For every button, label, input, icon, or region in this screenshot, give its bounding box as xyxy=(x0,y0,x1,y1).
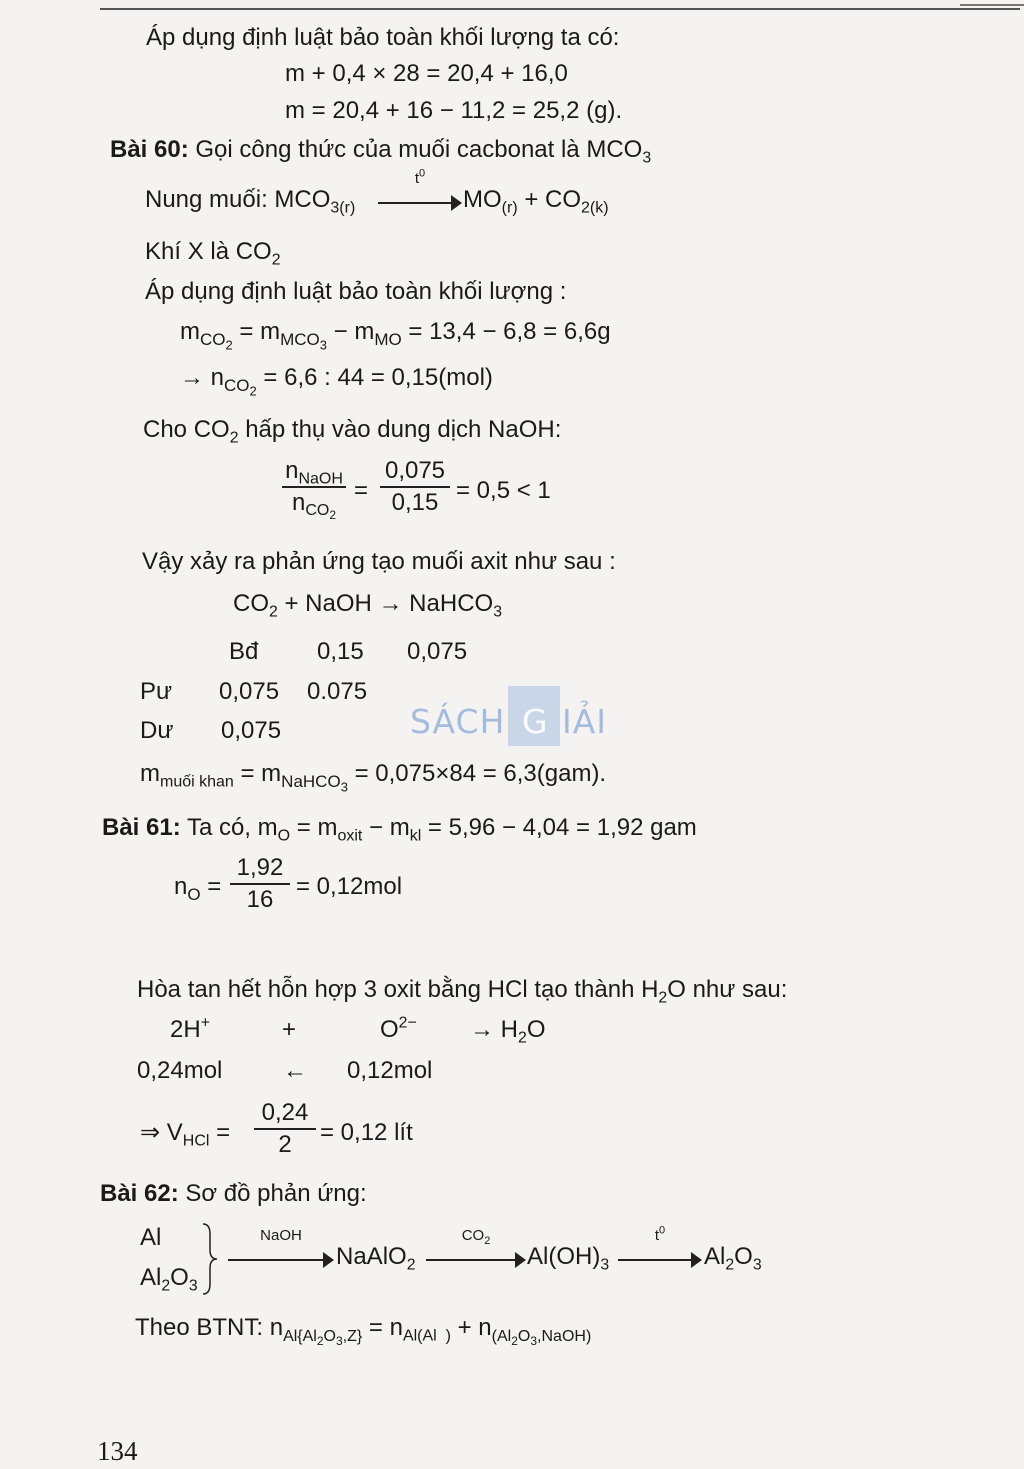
apply-law-line: Áp dụng định luật bảo toàn khối lượng : xyxy=(145,278,567,305)
ion-product: → $H_2O$ xyxy=(470,1016,546,1047)
top-rule-corner xyxy=(960,4,1024,6)
reactant-al: Al xyxy=(140,1224,162,1251)
n-oxygen-fraction: 1,92 16 xyxy=(230,855,290,913)
reaction-co2-naoh: $CO_2$ + NaOH → NaHCO$_3$ xyxy=(233,590,503,621)
page-number: 134 xyxy=(97,1436,138,1466)
ratio-value-fraction: 0,075 0,15 xyxy=(380,458,450,516)
heat-arrow: $t^0$ xyxy=(378,188,462,212)
btnt-equation: Theo BTNT: $n_{Al\{Al_2O_3,Z\}} = n_{Al(Al )} + n_{(Al_2O_3,NaOH)}$ xyxy=(135,1314,592,1348)
v-hcl-fraction: 0,24 2 xyxy=(254,1100,316,1158)
n-oxygen-label: $n_O$ = xyxy=(174,873,222,904)
n-oxygen-result: = 0,12mol xyxy=(296,873,403,900)
mol-co2-equation: → $n_{CO_2} = 6,6$ : 44 = 0,15(mol) xyxy=(180,364,493,399)
row-excess-v1: 0,075 xyxy=(221,717,282,744)
reactant-al2o3: $Al_2O_3$ xyxy=(140,1264,198,1295)
co2-arrow: $CO_2$ xyxy=(426,1245,526,1269)
row-react-label: Pư xyxy=(140,678,173,705)
heating-reaction: Nung muối: $MCO_{3(r)}$ xyxy=(145,186,356,217)
mol-o: 0,12mol xyxy=(347,1057,433,1084)
row-excess-label: Dư xyxy=(140,717,174,744)
row-initial-v1: 0,15 xyxy=(317,638,364,665)
exercise-62-heading: Bài 62: Sơ đồ phản ứng: xyxy=(100,1180,367,1207)
dissolve-line: Hòa tan hết hỗn hợp 3 oxit bằng HCl tạo thành $H_2O$ như sau: xyxy=(137,976,788,1007)
equals-sign: = xyxy=(354,477,369,504)
plus-sign: + xyxy=(282,1016,297,1043)
gas-x-line: Khí X là $CO_2$ xyxy=(145,238,281,269)
equation-m-sum: m + 0,4 × 28 = 20,4 + 16,0 xyxy=(285,60,568,87)
heating-products: $MO_{(r)} + CO_{2(k)}$ xyxy=(463,186,609,217)
ratio-result: = 0,5 < 1 xyxy=(456,477,551,504)
product-aloh3: $Al(OH)_3$ xyxy=(527,1243,610,1274)
product-naalo2: NaAlO$_2$ xyxy=(336,1243,416,1274)
exercise-60-label: Bài 60: xyxy=(110,136,189,163)
conclusion-line: Vậy xảy ra phản ứng tạo muối axit như sau : xyxy=(142,548,616,575)
v-hcl-result: = 0,12 lít xyxy=(320,1119,413,1146)
naoh-arrow: NaOH xyxy=(228,1245,334,1269)
text-line-apply-law: Áp dụng định luật bảo toàn khối lượng ta có: xyxy=(146,24,620,51)
ion-o: $O^{2-}$ xyxy=(380,1014,417,1043)
equation-m-result: m = 20,4 + 16 − 11,2 = 25,2 (g). xyxy=(285,97,623,124)
back-arrow: ← xyxy=(283,1057,307,1084)
heat-arrow-2: $t^0$ xyxy=(618,1245,702,1269)
salt-mass-equation: $m_{muối khan} = m_{NaHCO_3} = 0,075\times 84 = 6,3(gam)$. xyxy=(140,760,607,795)
row-initial-label: Bđ xyxy=(229,638,259,665)
mass-co2-equation: $m_{CO_2} = m_{MCO_3} - m_{MO} = 13,4 - 6,8 = 6,6g$ xyxy=(180,318,611,353)
row-react-v2: 0.075 xyxy=(307,678,368,705)
exercise-60-heading: Bài 60: Gọi công thức của muối cacbonat là $MCO_3$ xyxy=(110,136,652,167)
v-hcl-label: ⇒ $V_{HCl}$ = xyxy=(140,1119,231,1150)
exercise-61-heading: Bài 61: Ta có, $m_O = m_{oxit} - m_{kl} = 5,96 - 4,04 = 1,92$ gam xyxy=(102,814,697,845)
brace-icon xyxy=(200,1222,220,1296)
heating-label: Nung muối: MCO xyxy=(145,186,331,213)
exercise-60-text: Gọi công thức của muối cacbonat là MCO xyxy=(195,136,643,163)
top-rule xyxy=(100,8,1020,10)
mol-h: 0,24mol xyxy=(137,1057,223,1084)
exercise-62-label: Bài 62: xyxy=(100,1180,179,1207)
row-react-v1: 0,075 xyxy=(219,678,280,705)
row-initial-v2: 0,075 xyxy=(407,638,468,665)
watermark-logo: SÁCH G IẢI xyxy=(410,688,610,750)
ratio-n-fraction: $n_{NaOH}$ $n_{CO_2}$ xyxy=(282,458,346,516)
product-al2o3: $Al_2O_3$ xyxy=(704,1243,762,1274)
exercise-61-label: Bài 61: xyxy=(102,814,181,841)
ion-h: 2H+ xyxy=(170,1014,210,1043)
absorb-line: Cho $CO_2$ hấp thụ vào dung dịch NaOH: xyxy=(143,416,562,447)
